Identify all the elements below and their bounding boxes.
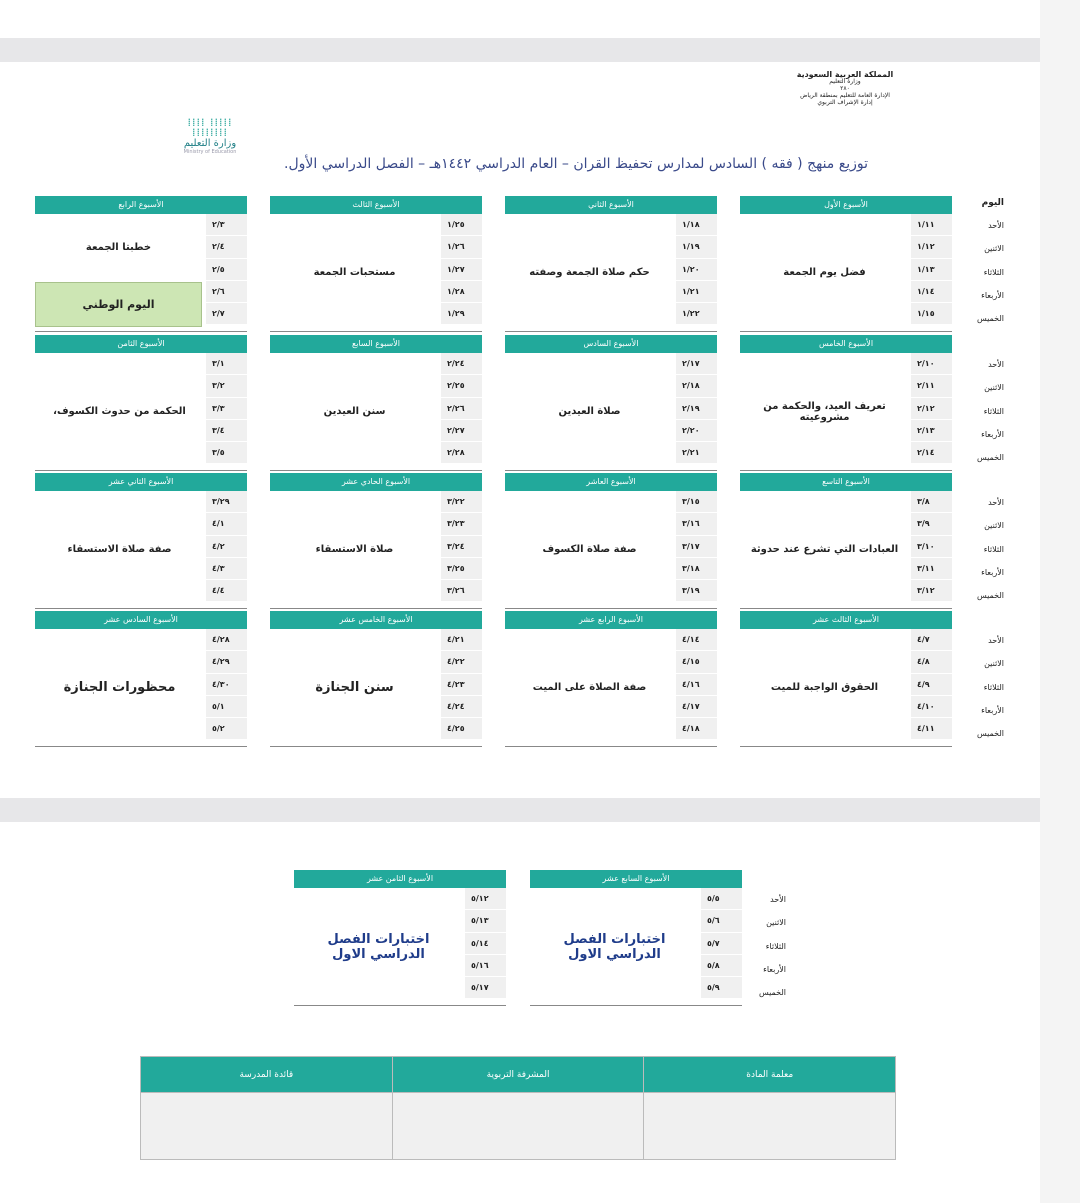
week-title: الأسبوع الثامن <box>35 335 247 353</box>
day-column <box>960 629 1004 745</box>
lesson-text: مستحبات الجمعة <box>313 267 396 278</box>
lesson-text: صفة صلاة الاستسقاء <box>67 544 172 555</box>
day-label: الأربعاء <box>981 429 1004 439</box>
date-cell: ٤/٣ <box>206 558 247 580</box>
week-title: الأسبوع الرابع <box>35 196 247 214</box>
week-block <box>35 473 247 609</box>
day-label: الأحد <box>988 636 1004 645</box>
day-label: الاثنين <box>984 383 1004 393</box>
week-block <box>505 335 717 471</box>
date-cell: ٥/١ <box>206 696 247 718</box>
date-cell: ٢/١٠ <box>911 353 952 375</box>
day-label: الخميس <box>976 314 1004 324</box>
exam-week-block <box>530 870 742 1006</box>
supervisor-signature-cell[interactable] <box>392 1093 644 1160</box>
week-block <box>35 611 247 747</box>
week-block <box>270 473 482 609</box>
week-body <box>35 491 247 609</box>
day-label: الأربعاء <box>981 290 1004 300</box>
week-title: الأسبوع الخامس <box>740 335 952 353</box>
week-dates <box>439 491 482 608</box>
lesson-text: صلاة الاستسقاء <box>315 544 394 555</box>
week-body <box>270 629 482 747</box>
lesson-text: العبادات التي تشرع عند حدوثة <box>750 544 899 555</box>
date-cell: ٢/١١ <box>911 375 952 397</box>
date-cell: ٥/١٦ <box>465 955 506 977</box>
date-cell: ١/١٥ <box>911 303 952 325</box>
date-cell: ٣/١٨ <box>676 558 717 580</box>
week-body <box>505 629 717 747</box>
teacher-label: معلمة المادة <box>644 1057 896 1093</box>
date-cell: ٣/٢٩ <box>206 491 247 513</box>
date-cell: ٥/٨ <box>701 955 742 977</box>
week-body <box>35 353 247 471</box>
ministry-label: وزارة التعليم <box>829 78 861 86</box>
week-dates <box>674 491 717 608</box>
week-title: الأسبوع السادس <box>505 335 717 353</box>
week-title: الأسبوع الثالث <box>270 196 482 214</box>
week-body <box>505 353 717 471</box>
date-cell: ٥/٢ <box>206 718 247 740</box>
week-block <box>270 196 482 332</box>
day-column <box>960 198 1004 330</box>
week-block <box>270 335 482 471</box>
supervisor-label: المشرفة التربوية <box>392 1057 644 1093</box>
logo-dots-icon: ⁞⁞⁞⁞ ⁞⁞⁞⁞⁞ ⁞⁞⁞⁞⁞⁞⁞⁞ <box>187 116 233 139</box>
top-strip <box>0 0 1040 38</box>
date-cell: ٤/٢٨ <box>206 629 247 651</box>
date-cell: ٣/٥ <box>206 442 247 464</box>
day-label: الخميس <box>976 453 1004 463</box>
day-label: الثلاثاء <box>983 682 1004 692</box>
week-title: الأسبوع الأول <box>740 196 952 214</box>
date-cell: ٥/٥ <box>701 888 742 910</box>
day-label: الأحد <box>988 498 1004 507</box>
date-cell: ٣/٢٤ <box>441 536 482 558</box>
date-cell: ٣/٨ <box>911 491 952 513</box>
date-cell: ٣/١٥ <box>676 491 717 513</box>
week-body <box>740 353 952 471</box>
date-cell: ١/١٤ <box>911 281 952 303</box>
week-title: الأسبوع العاشر <box>505 473 717 491</box>
day-header: اليوم <box>981 198 1004 208</box>
date-cell: ٣/٢٢ <box>441 491 482 513</box>
date-cell: ١/١١ <box>911 214 952 236</box>
principal-signature-cell[interactable] <box>141 1093 393 1160</box>
week-dates <box>674 214 717 331</box>
date-cell: ٤/٨ <box>911 651 952 673</box>
week-title: الأسبوع الخامس عشر <box>270 611 482 629</box>
supervision-label: إدارة الإشراف التربوي <box>817 98 873 106</box>
date-cell: ٣/٩ <box>911 513 952 535</box>
week-title: الأسبوع الثالث عشر <box>740 611 952 629</box>
date-cell: ١/١٩ <box>676 236 717 258</box>
date-cell: ٤/١٤ <box>676 629 717 651</box>
logo-text: وزارة التعليم <box>183 138 237 149</box>
lesson-text: سنن الجنازة <box>315 680 394 695</box>
date-cell: ٥/١٣ <box>465 910 506 932</box>
date-cell: ٢/١٣ <box>911 420 952 442</box>
date-cell: ١/٢١ <box>676 281 717 303</box>
date-cell: ٢/٢١ <box>676 442 717 464</box>
date-cell: ١/١٨ <box>676 214 717 236</box>
week-block <box>740 611 952 747</box>
week-body <box>505 491 717 609</box>
week-dates <box>204 491 247 608</box>
lesson-text: حكم صلاة الجمعة وصفته <box>529 267 650 278</box>
date-cell: ٥/٦ <box>701 910 742 932</box>
date-cell: ٤/١١ <box>911 718 952 740</box>
date-cell: ٤/١٠ <box>911 696 952 718</box>
week-title: الأسبوع الرابع عشر <box>505 611 717 629</box>
principal-label: قائدة المدرسة <box>141 1057 393 1093</box>
date-cell: ٤/٧ <box>911 629 952 651</box>
date-cell: ٤/٤ <box>206 580 247 602</box>
day-column <box>960 353 1004 469</box>
week-block <box>505 473 717 609</box>
week-block <box>740 473 952 609</box>
kingdom-label: المملكة العربية السعودية <box>796 70 894 79</box>
date-cell: ٢/٢٦ <box>441 398 482 420</box>
week-dates <box>909 491 952 608</box>
date-cell: ٢/٤ <box>206 236 247 258</box>
date-cell: ٣/١٦ <box>676 513 717 535</box>
day-label: الخميس <box>976 729 1004 739</box>
week-body <box>35 214 247 332</box>
date-cell: ٢/١٩ <box>676 398 717 420</box>
week-body <box>35 629 247 747</box>
week-dates <box>909 214 952 331</box>
week-body <box>505 214 717 332</box>
date-cell: ٣/٢٣ <box>441 513 482 535</box>
date-cell: ١/١٢ <box>911 236 952 258</box>
week-title: الأسبوع السادس عشر <box>35 611 247 629</box>
exam-week-dates <box>463 888 506 1005</box>
date-cell: ٥/١٤ <box>465 933 506 955</box>
lesson-text: فضل يوم الجمعة <box>783 267 866 278</box>
date-cell: ٢/٦ <box>206 281 247 303</box>
date-cell: ٢/٢٨ <box>441 442 482 464</box>
exam-week-body <box>294 888 506 1006</box>
week-block <box>740 196 952 332</box>
ministry-header <box>760 70 930 107</box>
date-cell: ١/١٣ <box>911 259 952 281</box>
week-body <box>270 353 482 471</box>
week-dates <box>674 353 717 470</box>
date-cell: ٢/١٤ <box>911 442 952 464</box>
date-cell: ٤/٢٩ <box>206 651 247 673</box>
date-cell: ٣/٤ <box>206 420 247 442</box>
exam-lesson-text: اختبارات الفصل الدراسي الاول <box>563 931 666 962</box>
date-cell: ٣/١ <box>206 353 247 375</box>
day-label: الأحد <box>770 895 786 904</box>
week-dates <box>204 629 247 746</box>
week-dates <box>909 629 952 746</box>
logo-subtext: Ministry of Education <box>183 149 237 155</box>
date-cell: ٣/١٧ <box>676 536 717 558</box>
date-cell: ٥/١٢ <box>465 888 506 910</box>
date-cell: ٢/٧ <box>206 303 247 325</box>
day-label: الثلاثاء <box>765 941 786 951</box>
day-label: الاثنين <box>984 659 1004 669</box>
lesson-text: صفة صلاة الكسوف <box>542 544 637 555</box>
document-page-2 <box>0 822 1040 1203</box>
code-label: ٢٨٠ <box>840 85 850 93</box>
week-dates <box>439 629 482 746</box>
week-title: الأسبوع السابع <box>270 335 482 353</box>
signature-table <box>140 1056 896 1160</box>
week-dates <box>439 214 482 331</box>
date-cell: ٣/١٠ <box>911 536 952 558</box>
date-cell: ٥/٩ <box>701 977 742 999</box>
date-cell: ٤/٢٢ <box>441 651 482 673</box>
date-cell: ٣/٢ <box>206 375 247 397</box>
day-label: الثلاثاء <box>983 267 1004 277</box>
day-label: الخميس <box>976 591 1004 601</box>
date-cell: ٤/٢٥ <box>441 718 482 740</box>
week-dates <box>439 353 482 470</box>
date-cell: ٢/٢٤ <box>441 353 482 375</box>
lesson-text: محظورات الجنازة <box>63 680 176 695</box>
date-cell: ١/٢٠ <box>676 259 717 281</box>
teacher-signature-cell[interactable] <box>644 1093 896 1160</box>
week-block <box>740 335 952 471</box>
week-title: الأسبوع الحادي عشر <box>270 473 482 491</box>
date-cell: ٤/١٥ <box>676 651 717 673</box>
exam-week-block <box>294 870 506 1006</box>
ministry-logo <box>170 118 250 155</box>
day-label: الأحد <box>988 221 1004 230</box>
lesson-text: تعريف العيد، والحكمة من مشروعيته <box>763 400 886 423</box>
lesson-text: خطبتا الجمعة <box>85 241 152 253</box>
date-cell: ٣/١١ <box>911 558 952 580</box>
day-label: الثلاثاء <box>983 406 1004 416</box>
date-cell: ٥/١٧ <box>465 977 506 999</box>
exam-day-column <box>742 888 786 1004</box>
week-block <box>35 335 247 471</box>
week-dates <box>909 353 952 470</box>
date-cell: ٤/١٦ <box>676 674 717 696</box>
week-block <box>270 611 482 747</box>
day-label: الأربعاء <box>981 705 1004 715</box>
week-body <box>740 491 952 609</box>
exam-week-dates <box>699 888 742 1005</box>
date-cell: ٤/٢٤ <box>441 696 482 718</box>
exam-week-body <box>530 888 742 1006</box>
day-label: الثلاثاء <box>983 544 1004 554</box>
date-cell: ١/٢٦ <box>441 236 482 258</box>
date-cell: ٢/٢٠ <box>676 420 717 442</box>
week-block <box>35 196 247 332</box>
week-title: الأسبوع التاسع <box>740 473 952 491</box>
lesson-text: صفة الصلاة على الميت <box>532 682 647 693</box>
week-body <box>740 629 952 747</box>
day-label: الأحد <box>988 360 1004 369</box>
date-cell: ٣/٣ <box>206 398 247 420</box>
date-cell: ٢/١٢ <box>911 398 952 420</box>
date-cell: ١/٢٨ <box>441 281 482 303</box>
week-body <box>740 214 952 332</box>
week-block <box>505 611 717 747</box>
date-cell: ٤/٢٣ <box>441 674 482 696</box>
day-column <box>960 491 1004 607</box>
date-cell: ٤/٢١ <box>441 629 482 651</box>
exam-week-title: الأسبوع الثامن عشر <box>294 870 506 888</box>
week-dates <box>204 353 247 470</box>
date-cell: ١/٢٧ <box>441 259 482 281</box>
date-cell: ٣/١٢ <box>911 580 952 602</box>
week-body <box>270 491 482 609</box>
date-cell: ٤/٢ <box>206 536 247 558</box>
day-label: الاثنين <box>984 521 1004 531</box>
day-label: الاثنين <box>766 918 786 928</box>
date-cell: ٥/٧ <box>701 933 742 955</box>
administration-label: الإدارة العامة للتعليم بمنطقة الرياض <box>800 91 890 99</box>
lesson-text: الحكمة من حدوث الكسوف، <box>53 406 186 417</box>
date-cell: ٤/١٨ <box>676 718 717 740</box>
date-cell: ٣/٢٥ <box>441 558 482 580</box>
date-cell: ٢/٣ <box>206 214 247 236</box>
week-block <box>505 196 717 332</box>
lesson-text: صلاة العيدين <box>558 406 621 417</box>
date-cell: ٢/١٧ <box>676 353 717 375</box>
lesson-text: الحقوق الواجبة للميت <box>770 682 879 693</box>
day-label: الاثنين <box>984 244 1004 254</box>
date-cell: ٣/١٩ <box>676 580 717 602</box>
date-cell: ٢/١٨ <box>676 375 717 397</box>
national-day-highlight: اليوم الوطني <box>35 282 202 327</box>
document-title: توزيع منهج ( فقه ) السادس لمدارس تحفيظ القران – العام الدراسي ١٤٤٢هـ – الفصل الدراسي الأول. <box>284 156 868 172</box>
date-cell: ١/٢٩ <box>441 303 482 325</box>
lesson-text: سنن العيدين <box>323 406 386 417</box>
document-page-1 <box>0 62 1040 798</box>
date-cell: ٤/٣٠ <box>206 674 247 696</box>
date-cell: ٤/٩ <box>911 674 952 696</box>
date-cell: ٤/١٧ <box>676 696 717 718</box>
date-cell: ٣/٢٦ <box>441 580 482 602</box>
week-title: الأسبوع الثاني <box>505 196 717 214</box>
date-cell: ١/٢٥ <box>441 214 482 236</box>
week-title: الأسبوع الثاني عشر <box>35 473 247 491</box>
day-label: الأربعاء <box>763 964 786 974</box>
week-dates <box>204 214 247 331</box>
week-dates <box>674 629 717 746</box>
date-cell: ٤/١ <box>206 513 247 535</box>
date-cell: ٢/٥ <box>206 259 247 281</box>
week-body <box>270 214 482 332</box>
date-cell: ١/٢٢ <box>676 303 717 325</box>
day-label: الخميس <box>758 988 786 998</box>
exam-lesson-text: اختبارات الفصل الدراسي الاول <box>327 931 430 962</box>
date-cell: ٢/٢٥ <box>441 375 482 397</box>
date-cell: ٢/٢٧ <box>441 420 482 442</box>
right-sidebar <box>1040 0 1080 1203</box>
day-label: الأربعاء <box>981 567 1004 577</box>
exam-week-title: الأسبوع السابع عشر <box>530 870 742 888</box>
